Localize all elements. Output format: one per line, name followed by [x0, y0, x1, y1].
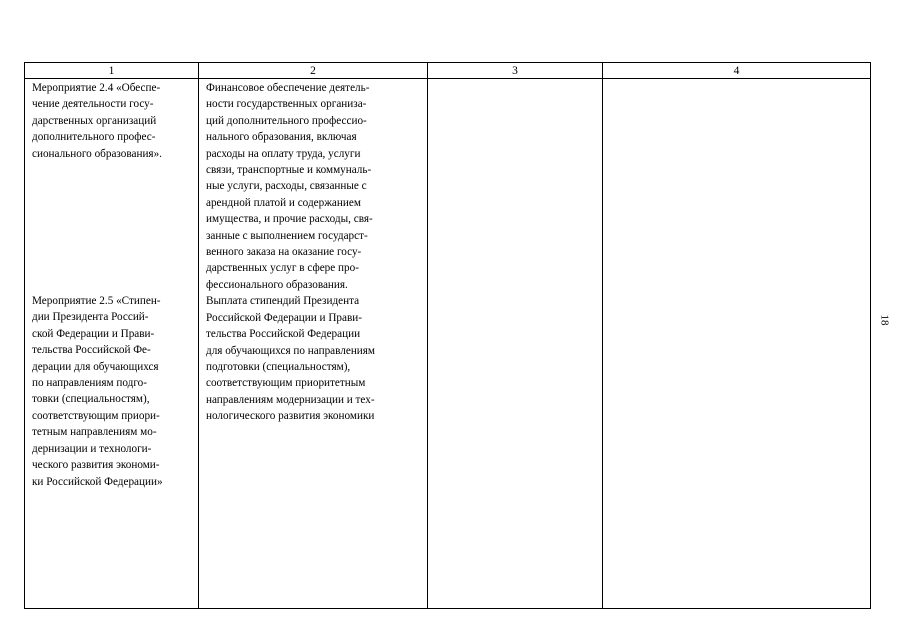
- text-line: расходы на оплату труда, услуги: [206, 147, 361, 160]
- row-cell-col1: [25, 79, 199, 609]
- description-list: [199, 79, 427, 425]
- text-line: фессионального образования.: [206, 278, 348, 291]
- column-header-1: 1: [25, 63, 199, 79]
- text-line: Мероприятие 2.5 «Стипен-: [32, 295, 161, 308]
- text-line: дернизации и технологи-: [32, 442, 152, 455]
- text-line: товки (специальностям),: [32, 393, 150, 406]
- text-line: дополнительного профес-: [32, 131, 156, 144]
- text-line: подготовки (специальностям),: [206, 360, 351, 373]
- text-line: Мероприятие 2.4 «Обеспе-: [32, 82, 161, 94]
- text-line: тетным направлениям мо-: [32, 426, 157, 439]
- text-line: соответствующим приоритетным: [206, 377, 366, 390]
- text-line: для обучающихся по направлениям: [206, 344, 376, 357]
- text-line: тельства Российской Федерации: [206, 328, 361, 341]
- page-number: 18: [878, 314, 891, 326]
- row-cell-col2: [199, 79, 428, 609]
- table-row: [25, 79, 871, 609]
- text-line: дии Президента Россий-: [32, 311, 149, 324]
- text-line: тельства Российской Фе-: [32, 344, 151, 357]
- text-line: имущества, и прочие расходы, свя-: [206, 213, 373, 226]
- text-line: ской Федерации и Прави-: [32, 327, 155, 340]
- column-header-2: 2: [199, 63, 428, 79]
- spacer: [32, 162, 192, 293]
- text-line: сионального образования».: [32, 147, 162, 160]
- text-line: по направлениям подго-: [32, 377, 147, 390]
- text-line: Финансовое обеспечение деятель-: [206, 82, 370, 94]
- text-line: нального образования, включая: [206, 131, 357, 144]
- text-line: Российской Федерации и Прави-: [206, 311, 362, 324]
- description-2-4-text: [206, 80, 421, 293]
- text-line: арендной платой и содержанием: [206, 196, 361, 209]
- text-line: нологического развития экономики: [206, 410, 375, 423]
- text-line: ности государственных организа-: [206, 98, 367, 111]
- description-2-5-text: [206, 293, 421, 424]
- text-line: ческого развития экономи-: [32, 459, 160, 472]
- text-line: связи, транспортные и коммуналь-: [206, 164, 372, 177]
- document-table: [24, 62, 871, 609]
- text-line: ций дополнительного профессио-: [206, 114, 367, 127]
- text-line: дерации для обучающихся: [32, 360, 159, 373]
- row-cell-col4: [603, 79, 871, 609]
- text-line: ные услуги, расходы, связанные с: [206, 180, 367, 193]
- text-line: дарственных услуг в сфере про-: [206, 262, 359, 275]
- text-line: Выплата стипендий Президента: [206, 295, 360, 308]
- column-header-4: 4: [603, 63, 871, 79]
- text-line: дарственных организаций: [32, 114, 157, 127]
- text-line: ки Российской Федерации»: [32, 475, 163, 488]
- column-header-3: 3: [428, 63, 603, 79]
- text-line: занные с выполнением государст-: [206, 229, 368, 242]
- measure-2-4-text: [32, 80, 192, 162]
- measure-list: [25, 79, 198, 490]
- row-cell-col3: [428, 79, 603, 609]
- text-line: направлениям модернизации и тех-: [206, 393, 375, 406]
- text-line: венного заказа на оказание госу-: [206, 246, 362, 259]
- header-row: [25, 63, 871, 79]
- measure-2-5-text: [32, 293, 192, 490]
- text-line: чение деятельности госу-: [32, 98, 154, 111]
- text-line: соответствующим приори-: [32, 409, 160, 422]
